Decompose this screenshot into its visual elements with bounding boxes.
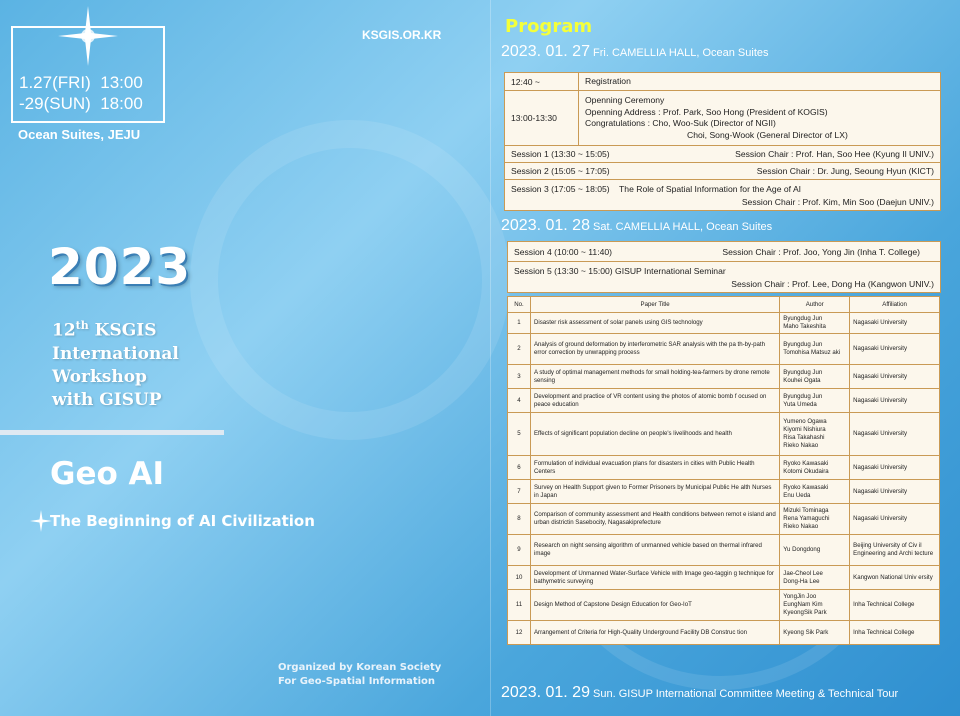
theme-title: Geo AI (50, 456, 165, 492)
organizer-line-2: For Geo-Spatial Information (278, 676, 436, 687)
table-row (508, 389, 940, 413)
session-time: Session 2 (15:05 ~ 17:05) (511, 166, 610, 176)
paper-number: 6 (508, 456, 531, 480)
workshop-org: KSGIS (88, 320, 157, 341)
session-4-row (508, 242, 940, 262)
paper-title: A study of optimal management methods for small holding-tea-farmers by drone remote sensing (530, 365, 779, 389)
session-5-row (508, 262, 940, 292)
day2-heading (501, 217, 772, 235)
table-row (508, 334, 940, 365)
session-time: Session 3 (17:05 ~ 18:05) The Role of Spatial Information for the Age of AI (511, 184, 802, 194)
paper-affiliation: Nagasaki University (850, 480, 940, 504)
paper-author: Yu Dongdong (780, 535, 850, 566)
table-row (508, 480, 940, 504)
organizer-text (278, 661, 441, 689)
paper-title: Arrangement of Criteria for High-Quality Underground Facility DB Construc tion (530, 621, 779, 645)
paper-title: Effects of significant population decline on people's livelihoods and health (530, 413, 779, 456)
workshop-title (52, 314, 252, 412)
table-row (508, 535, 940, 566)
paper-affiliation: Nagasaki University (850, 413, 940, 456)
paper-author: Yumeno Ogawa Kiyomi Nishiura Risa Takahashi Rieko Nakao (780, 413, 850, 456)
ceremony-line: Openning Ceremony (585, 95, 665, 105)
column-header: Author (780, 297, 850, 313)
day1-schedule (504, 72, 941, 211)
paper-author: Jae-Cheol Lee Dong-Ha Lee (780, 566, 850, 590)
paper-affiliation: Inha Technical College (850, 590, 940, 621)
table-row (508, 590, 940, 621)
schedule-time: 13:00-13:30 (505, 91, 579, 145)
fold-line (490, 0, 491, 716)
schedule-time: 12:40 ~ (505, 73, 579, 90)
table-header-row (508, 297, 940, 313)
paper-number: 9 (508, 535, 531, 566)
table-row (508, 313, 940, 334)
ceremony-line: Congratulations : Cho, Woo-Suk (Director of NGII) (585, 118, 776, 128)
paper-author: Ryoko Kawasaki Kotomi Okudaira (780, 456, 850, 480)
day1-date: 2023. 01. 27 (501, 43, 590, 60)
ceremony-line: Choi, Song-Wook (General Director of LX) (687, 129, 848, 140)
session-time: Session 5 (13:30 ~ 15:00) GISUP International Seminar (514, 266, 726, 276)
theme-subtitle: The Beginning of AI Civilization (50, 512, 315, 530)
date-line-1: 1.27(FRI) 13:00 (19, 73, 143, 92)
paper-title: Formulation of individual evacuation plans for disasters in cities with Public Health Centers (530, 456, 779, 480)
paper-affiliation: Nagasaki University (850, 389, 940, 413)
paper-author: Byungdug Jun Tomohisa Matsuz aki (780, 334, 850, 365)
session-chair: Session Chair : Prof. Han, Soo Hee (Kyung Il UNIV.) (735, 149, 934, 159)
papers-table (507, 296, 940, 645)
paper-affiliation: Nagasaki University (850, 334, 940, 365)
paper-number: 1 (508, 313, 531, 334)
organizer-line-1: Organized by Korean Society (278, 662, 442, 673)
paper-affiliation: Nagasaki University (850, 313, 940, 334)
column-header: No. (508, 297, 531, 313)
day2-location: Sat. CAMELLIA HALL, Ocean Suites (589, 221, 773, 233)
day1-heading (501, 43, 769, 61)
table-row (508, 621, 940, 645)
paper-title: Analysis of ground deformation by interferometric SAR analysis with the pa th-by-path error correction by unwrapping process (530, 334, 779, 365)
site-url-link[interactable]: KSGIS.OR.KR (362, 28, 442, 42)
session-chair: Session Chair : Prof. Joo, Yong Jin (Inha T. College) (722, 246, 920, 257)
paper-author: Byungdug Jun Maho Takeshita (780, 313, 850, 334)
ceremony-row (505, 91, 940, 146)
paper-author: Mizuki Tominaga Rena Yamaguchi Rieko Nakao (780, 504, 850, 535)
paper-number: 8 (508, 504, 531, 535)
day3-heading (501, 684, 898, 702)
day2-date: 2023. 01. 28 (501, 217, 590, 234)
ceremony-line: Openning Address : Prof. Park, Soo Hong (President of KOGIS) (585, 106, 828, 117)
table-row (508, 365, 940, 389)
table-row (508, 413, 940, 456)
session-chair: Session Chair : Prof. Lee, Dong Ha (Kangwon UNIV.) (731, 279, 934, 289)
day1-location: Fri. CAMELLIA HALL, Ocean Suites (589, 47, 769, 59)
paper-affiliation: Nagasaki University (850, 456, 940, 480)
paper-author: Kyeong Sik Park (780, 621, 850, 645)
schedule-desc: Registration (585, 75, 631, 86)
paper-affiliation: Kangwon National Univ ersity (850, 566, 940, 590)
ordinal-number: 12 (52, 320, 76, 341)
paper-number: 11 (508, 590, 531, 621)
paper-title: Comparison of community assessment and Health conditions between remot e island and urban districtin Sasebocity, Nagasakiprefecture (530, 504, 779, 535)
workshop-title-line-2: International (52, 343, 179, 364)
paper-number: 2 (508, 334, 531, 365)
venue-label: Ocean Suites, JEJU (18, 127, 141, 142)
day2-schedule (507, 241, 941, 293)
schedule-desc (579, 93, 854, 143)
star-icon (30, 510, 52, 532)
paper-title: Research on night sensing algorithm of unmanned vehicle based on thermal infrared image (530, 535, 779, 566)
session-2-row (505, 163, 940, 180)
column-header: Affiliation (850, 297, 940, 313)
workshop-title-line-1 (52, 314, 252, 343)
paper-affiliation: Beijing University of Civ il Engineering and Archi tecture (850, 535, 940, 566)
session-chair: Session Chair : Dr. Jung, Seoung Hyun (KICT) (756, 166, 934, 176)
program-heading: Program (505, 16, 593, 37)
paper-number: 3 (508, 365, 531, 389)
event-year: 2023 (48, 238, 192, 296)
table-row (508, 504, 940, 535)
day3-description: Sun. GISUP International Committee Meeting & Technical Tour (589, 688, 899, 700)
paper-author: Byungdug Jun Kouhei Ogata (780, 365, 850, 389)
column-header: Paper Title (530, 297, 779, 313)
paper-number: 7 (508, 480, 531, 504)
paper-number: 12 (508, 621, 531, 645)
session-chair: Session Chair : Prof. Kim, Min Soo (Daejun UNIV.) (741, 197, 934, 207)
session-time: Session 4 (10:00 ~ 11:40) (514, 246, 613, 257)
paper-author: Byungdug Jun Yuta Umeda (780, 389, 850, 413)
day3-date: 2023. 01. 29 (501, 684, 590, 701)
ordinal-suffix: th (75, 319, 89, 332)
session-3-row (505, 180, 940, 210)
paper-affiliation: Nagasaki University (850, 504, 940, 535)
session-1-row (505, 146, 940, 163)
paper-affiliation: Nagasaki University (850, 365, 940, 389)
workshop-title-line-4: with GISUP (52, 389, 162, 410)
divider-bar (0, 430, 224, 435)
table-row (508, 456, 940, 480)
paper-title: Development of Unmanned Water-Surface Vehicle with Image geo-taggin g technique for bathymetric surveying (530, 566, 779, 590)
paper-number: 10 (508, 566, 531, 590)
paper-affiliation: Inha Technical College (850, 621, 940, 645)
paper-title: Survey on Health Support given to Former Prisoners by Municipal Public He alth Nurses in Japan (530, 480, 779, 504)
date-line-2: -29(SUN) 18:00 (19, 94, 143, 113)
paper-title: Design Method of Capstone Design Education for Geo-IoT (530, 590, 779, 621)
workshop-title-line-3: Workshop (52, 366, 147, 387)
papers-table-body (508, 313, 940, 645)
date-box (11, 26, 165, 123)
paper-author: Ryoko Kawasaki Enu Ueda (780, 480, 850, 504)
paper-title: Disaster risk assessment of solar panels using GIS technology (530, 313, 779, 334)
registration-row (505, 73, 940, 91)
table-row (508, 566, 940, 590)
paper-number: 4 (508, 389, 531, 413)
paper-author: YongJin Joo EungNam Kim KyeongSik Park (780, 590, 850, 621)
paper-title: Development and practice of VR content using the photos of atomic bomb f ocused on peace education (530, 389, 779, 413)
paper-number: 5 (508, 413, 531, 456)
session-time: Session 1 (13:30 ~ 15:05) (511, 149, 610, 159)
